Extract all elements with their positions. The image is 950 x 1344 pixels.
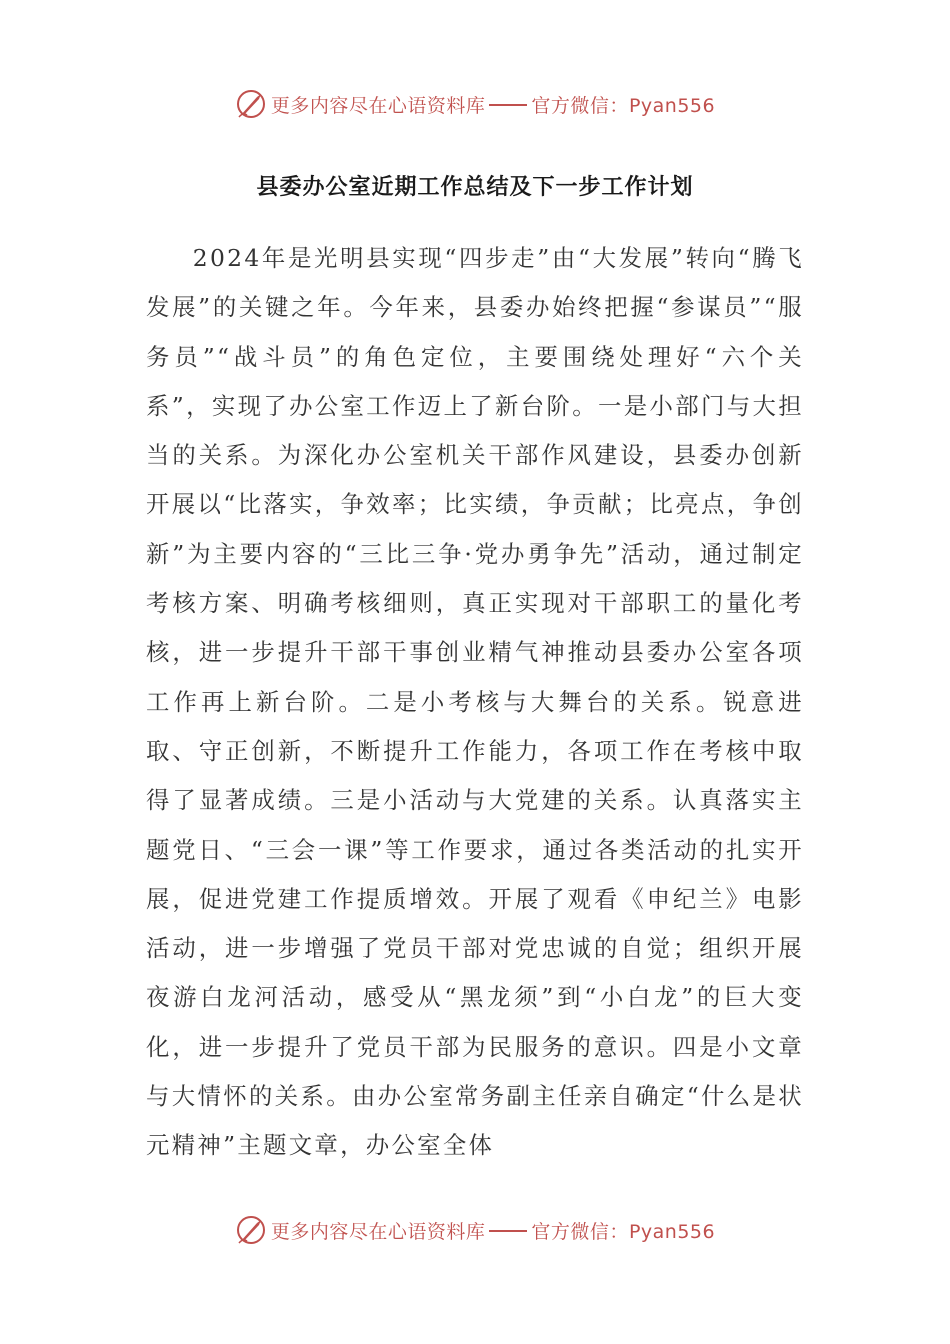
watermark-brand: 更多内容尽在心语资料库 bbox=[270, 1220, 486, 1243]
document-title: 县委办公室近期工作总结及下一步工作计划 bbox=[256, 174, 694, 200]
watermark-separator bbox=[489, 104, 527, 106]
quill-pen-circle-icon bbox=[235, 88, 267, 120]
watermark-contact-id: Pyan556 bbox=[628, 94, 716, 117]
watermark-banner-top bbox=[0, 84, 950, 124]
quill-pen-circle-icon bbox=[235, 1214, 267, 1246]
watermark-contact-id: Pyan556 bbox=[628, 1220, 716, 1243]
watermark-brand: 更多内容尽在心语资料库 bbox=[270, 94, 486, 117]
watermark-banner-bottom bbox=[0, 1210, 950, 1250]
watermark-text bbox=[271, 1217, 715, 1244]
document-paragraph: 2024年是光明县实现“四步走”由“大发展”转向“腾飞发展”的关键之年。今年来，县委办始终把握“参谋员”“服务员”“战斗员”的角色定位，主要围绕处理好“六个关系”，实现了办公室工作迈上了新台阶。一是小部门与大担当的关系。为深化办公室机关干部作风建设，县委办创新开展以“比落实，争效率；比实绩，争贡献；比亮点，争创新”为主要内容的“三比三争·党办勇争先”活动，通过制定考核方案、明确考核细则，真正实现对干部职工的量化考核，进一步提升干部干事创业精气神推动县委办公室各项工作再上新台阶。二是小考核与大舞台的关系。锐意进取、守正创新，不断提升工作能力，各项工作在考核中取得了显著成绩。三是小活动与大党建的关系。认真落实主题党日、“三会一课”等工作要求，通过各类活动的扎实开展，促进党建工作提质增效。开展了观看《申纪兰》电影活动，进一步增强了党员干部对党忠诚的自觉；组织开展夜游白龙河活动，感受从“黑龙须”到“小白龙”的巨大变化，进一步提升了党员干部为民服务的意识。四是小文章与大情怀的关系。由办公室常务副主任亲自确定“什么是状元精神”主题文章，办公室全体 bbox=[146, 244, 804, 1160]
watermark-text bbox=[271, 91, 715, 118]
watermark-separator bbox=[489, 1230, 527, 1232]
watermark-contact-label: 官方微信： bbox=[531, 1220, 629, 1243]
watermark-contact-label: 官方微信： bbox=[531, 94, 629, 117]
